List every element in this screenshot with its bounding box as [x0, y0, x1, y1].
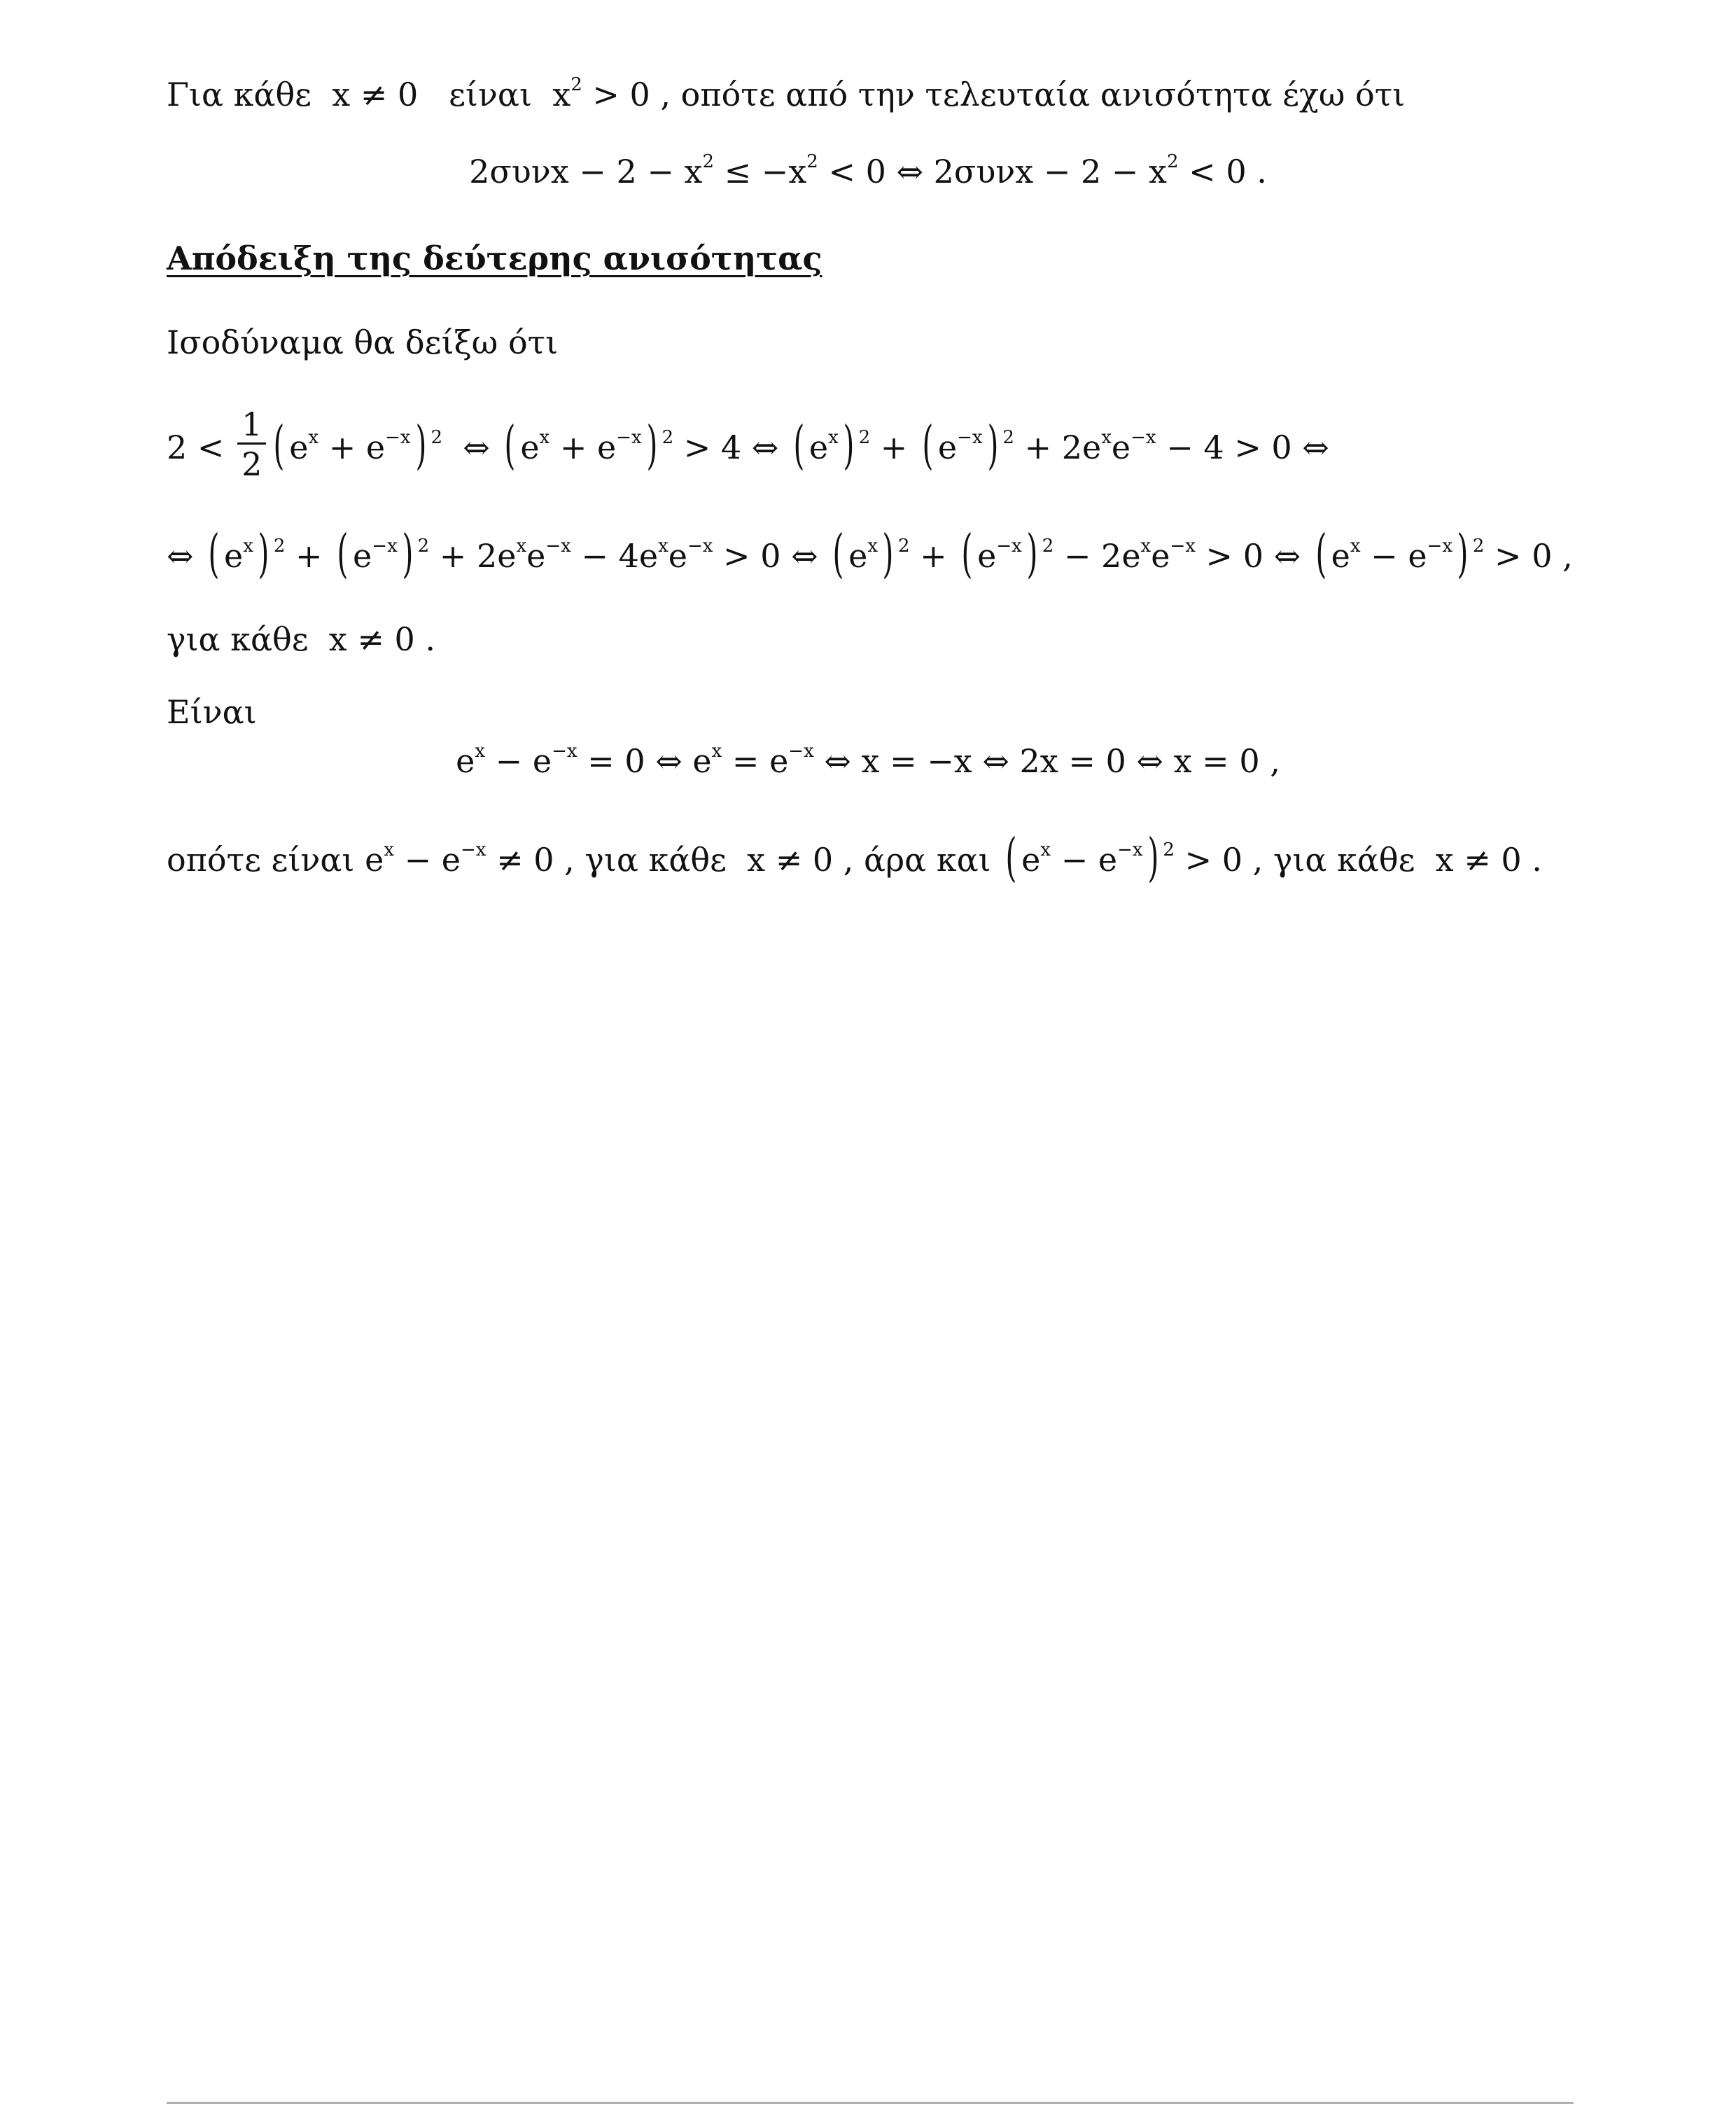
text-line-2: Ισοδύναμα θα δείξω ότι [167, 323, 559, 361]
text-line-4: Είναι [167, 693, 257, 731]
fraction-one-half: $\frac{1}{2}$ [237, 407, 266, 482]
section-heading: Απόδειξη της δεύτερης ανισότητας [167, 239, 822, 277]
equation-4: $e^x - e^{-x} = 0$ ⇔ $e^x = e^{-x}$ ⇔ x = −x ⇔ 2x = 0 ⇔ x = 0 , [456, 741, 1280, 780]
text-line-3: για κάθε x ≠ 0 . [167, 620, 436, 658]
footer-rule [167, 2102, 1574, 2104]
text-line-1: Για κάθε x ≠ 0 είναι $x^2 > 0$ , οπότε από την τελευταία ανισότητα έχω ότι [167, 74, 1406, 113]
equation-3: ⇔ ( $e^x$) $^2$ + ( $e^{-x}$) $^2 + 2e^xe^{-x} - 4e^xe^{-x} > 0$ ⇔ ( $e^x$) $^2$ + ( $e^{-x}$) $^2 - 2e^xe^{-x} > 0$ ⇔ ( $e^x - e^{-x}$) $^2$ > 0 , [167, 524, 1573, 584]
text-line-5: οπότε είναι $e^x - e^{-x} \ne 0$ , για κάθε x ≠ 0 , άρα και ( $e^x - e^{-x}$) $^2$ > 0 , για κάθε x ≠ 0 . [167, 828, 1542, 888]
equation-2: 2 < $\frac{1}{2}$ ( $e^x + e^{-x}$) $^2$ ⇔ ( $e^x + e^{-x}$) $^2$ > 4 ⇔ ( $e^x$) $^2$ + ( $e^{-x}$) $^2 + 2e^xe^{-x} - 4 > 0$ ⇔ [167, 405, 1329, 484]
equation-1: $2\sigma\upsilon\nu x - 2 - x^2 \le -x^2 < 0$ ⇔ $2\sigma\upsilon\nu x - 2 - x^2 < 0$ . [469, 151, 1267, 190]
